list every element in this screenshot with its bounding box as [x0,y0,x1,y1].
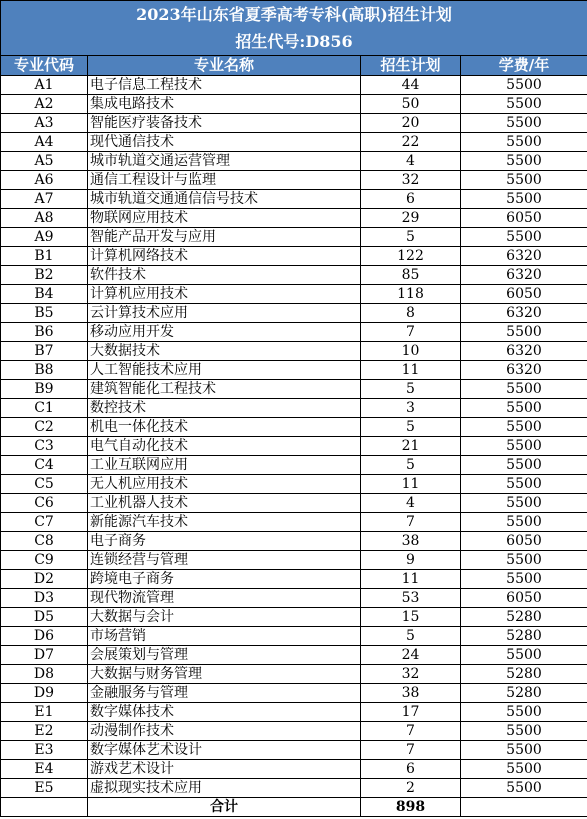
table-row [1,342,587,361]
table-row [1,627,587,646]
major-code: B1 [1,247,88,266]
enrollment-count: 11 [361,361,461,380]
enrollment-count: 8 [361,304,461,323]
enrollment-count: 29 [361,209,461,228]
major-code: D3 [1,589,88,608]
major-name: 大数据与会计 [88,608,361,627]
enrollment-count: 5 [361,228,461,247]
table-row [1,266,587,285]
table-row [1,646,587,665]
table-row [1,589,587,608]
enrollment-count: 20 [361,114,461,133]
tuition-fee: 5280 [461,665,587,684]
major-name: 动漫制作技术 [88,722,361,741]
major-name: 市场营销 [88,627,361,646]
major-name: 通信工程设计与监理 [88,171,361,190]
major-name: 机电一体化技术 [88,418,361,437]
table-row [1,171,587,190]
major-code: D7 [1,646,88,665]
enrollment-count: 3 [361,399,461,418]
tuition-fee: 5280 [461,627,587,646]
tuition-fee: 6050 [461,532,587,551]
enrollment-count: 7 [361,741,461,760]
major-code: E2 [1,722,88,741]
table-row [1,570,587,589]
table-row [1,228,587,247]
enrollment-count: 4 [361,152,461,171]
major-name: 会展策划与管理 [88,646,361,665]
major-code: E1 [1,703,88,722]
table-row [1,494,587,513]
enrollment-count: 38 [361,532,461,551]
tuition-fee: 5500 [461,152,587,171]
major-code: A9 [1,228,88,247]
table-body [1,76,587,798]
major-name: 数字媒体艺术设计 [88,741,361,760]
major-code: A1 [1,76,88,95]
major-name: 物联网应用技术 [88,209,361,228]
tuition-fee: 5500 [461,513,587,532]
enrollment-count: 32 [361,665,461,684]
major-code: C9 [1,551,88,570]
major-name: 跨境电子商务 [88,570,361,589]
major-name: 金融服务与管理 [88,684,361,703]
total-label: 合计 [88,798,361,817]
major-code: A8 [1,209,88,228]
major-code: E3 [1,741,88,760]
table-row [1,399,587,418]
table-row [1,95,587,114]
table-row [1,665,587,684]
major-code: C4 [1,456,88,475]
major-code: B4 [1,285,88,304]
major-code: A2 [1,95,88,114]
major-name: 数字媒体技术 [88,703,361,722]
table-row [1,703,587,722]
table-row [1,152,587,171]
major-code: D9 [1,684,88,703]
major-name: 软件技术 [88,266,361,285]
total-empty-cell [1,798,88,817]
enrollment-count: 32 [361,171,461,190]
table-row [1,114,587,133]
major-name: 电子商务 [88,532,361,551]
tuition-fee: 5500 [461,171,587,190]
tuition-fee: 5500 [461,779,587,798]
major-code: B6 [1,323,88,342]
major-name: 现代通信技术 [88,133,361,152]
enrollment-count: 5 [361,418,461,437]
tuition-fee: 5500 [461,646,587,665]
major-name: 计算机网络技术 [88,247,361,266]
tuition-fee: 5500 [461,133,587,152]
tuition-fee: 5500 [461,570,587,589]
enrollment-count: 7 [361,323,461,342]
major-code: D6 [1,627,88,646]
major-code: D5 [1,608,88,627]
table-row [1,304,587,323]
major-code: D8 [1,665,88,684]
table-row [1,722,587,741]
major-name: 云计算技术应用 [88,304,361,323]
major-code: C3 [1,437,88,456]
table-row [1,437,587,456]
major-name: 工业机器人技术 [88,494,361,513]
table-row [1,247,587,266]
major-code: C1 [1,399,88,418]
header-name: 专业名称 [88,56,361,76]
table-row [1,760,587,779]
tuition-fee: 5500 [461,418,587,437]
tuition-fee: 6050 [461,589,587,608]
tuition-fee: 5500 [461,703,587,722]
table-row [1,779,587,798]
major-code: A6 [1,171,88,190]
major-code: E5 [1,779,88,798]
major-name: 现代物流管理 [88,589,361,608]
major-code: C7 [1,513,88,532]
major-name: 集成电路技术 [88,95,361,114]
table-row [1,741,587,760]
total-fee-empty [461,798,587,817]
enrollment-count: 44 [361,76,461,95]
tuition-fee: 5500 [461,114,587,133]
tuition-fee: 5500 [461,399,587,418]
enrollment-count: 4 [361,494,461,513]
major-name: 大数据技术 [88,342,361,361]
tuition-fee: 5280 [461,608,587,627]
total-row [1,798,587,817]
tuition-fee: 6320 [461,266,587,285]
enrollment-count: 53 [361,589,461,608]
major-code: B9 [1,380,88,399]
enrollment-count: 17 [361,703,461,722]
tuition-fee: 5500 [461,456,587,475]
major-code: E4 [1,760,88,779]
enrollment-count: 38 [361,684,461,703]
header-fee: 学费/年 [461,56,587,76]
tuition-fee: 6320 [461,304,587,323]
major-name: 大数据与财务管理 [88,665,361,684]
table-row [1,608,587,627]
enrollment-count: 22 [361,133,461,152]
major-name: 计算机应用技术 [88,285,361,304]
major-name: 无人机应用技术 [88,475,361,494]
tuition-fee: 6320 [461,342,587,361]
major-name: 新能源汽车技术 [88,513,361,532]
table-row [1,456,587,475]
enrollment-count: 10 [361,342,461,361]
major-code: A3 [1,114,88,133]
tuition-fee: 5500 [461,76,587,95]
major-code: A5 [1,152,88,171]
enrollment-count: 6 [361,190,461,209]
tuition-fee: 5500 [461,190,587,209]
table-row [1,76,587,95]
enrollment-count: 2 [361,779,461,798]
major-name: 移动应用开发 [88,323,361,342]
major-name: 人工智能技术应用 [88,361,361,380]
enrollment-count: 24 [361,646,461,665]
tuition-fee: 5500 [461,323,587,342]
table-row [1,209,587,228]
enrollment-count: 122 [361,247,461,266]
enrollment-count: 9 [361,551,461,570]
major-code: A4 [1,133,88,152]
tuition-fee: 5500 [461,494,587,513]
major-name: 智能医疗装备技术 [88,114,361,133]
tuition-fee: 5500 [461,722,587,741]
major-name: 城市轨道交通通信信号技术 [88,190,361,209]
major-name: 游戏艺术设计 [88,760,361,779]
table-row [1,532,587,551]
enrollment-count: 5 [361,627,461,646]
enrollment-count: 85 [361,266,461,285]
tuition-fee: 5500 [461,475,587,494]
tuition-fee: 5500 [461,95,587,114]
major-code: A7 [1,190,88,209]
table-row [1,513,587,532]
major-code: B8 [1,361,88,380]
table-row [1,475,587,494]
tuition-fee: 6320 [461,361,587,380]
enrollment-count: 6 [361,760,461,779]
major-name: 智能产品开发与应用 [88,228,361,247]
major-code: B7 [1,342,88,361]
major-code: D2 [1,570,88,589]
table-row [1,361,587,380]
enrollment-count: 11 [361,570,461,589]
table-row [1,418,587,437]
enrollment-count: 7 [361,722,461,741]
enrollment-count: 5 [361,380,461,399]
major-code: C5 [1,475,88,494]
enrollment-count: 5 [361,456,461,475]
enrollment-count: 21 [361,437,461,456]
major-code: C6 [1,494,88,513]
header-code: 专业代码 [1,56,88,76]
table-title: 2023年山东省夏季高考专科(高职)招生计划 [1,1,587,29]
major-code: B5 [1,304,88,323]
enrollment-count: 15 [361,608,461,627]
enrollment-count: 11 [361,475,461,494]
major-name: 工业互联网应用 [88,456,361,475]
tuition-fee: 6050 [461,209,587,228]
table-row [1,684,587,703]
table-row [1,323,587,342]
table-row [1,380,587,399]
tuition-fee: 5500 [461,380,587,399]
major-name: 建筑智能化工程技术 [88,380,361,399]
major-code: B2 [1,266,88,285]
tuition-fee: 5500 [461,228,587,247]
table-row [1,551,587,570]
tuition-fee: 6050 [461,285,587,304]
table-row [1,190,587,209]
major-code: C2 [1,418,88,437]
enrollment-count: 50 [361,95,461,114]
tuition-fee: 5500 [461,760,587,779]
enrollment-count: 118 [361,285,461,304]
major-name: 连锁经营与管理 [88,551,361,570]
tuition-fee: 5280 [461,684,587,703]
enrollment-count: 7 [361,513,461,532]
major-code: C8 [1,532,88,551]
header-plan: 招生计划 [361,56,461,76]
table-row [1,285,587,304]
major-name: 数控技术 [88,399,361,418]
enrollment-code: 招生代号:D856 [1,28,587,56]
tuition-fee: 5500 [461,741,587,760]
tuition-fee: 5500 [461,437,587,456]
major-name: 电子信息工程技术 [88,76,361,95]
tuition-fee: 5500 [461,551,587,570]
major-name: 城市轨道交通运营管理 [88,152,361,171]
total-plan: 898 [361,798,461,817]
table-row [1,133,587,152]
major-name: 电气自动化技术 [88,437,361,456]
tuition-fee: 6320 [461,247,587,266]
major-name: 虚拟现实技术应用 [88,779,361,798]
